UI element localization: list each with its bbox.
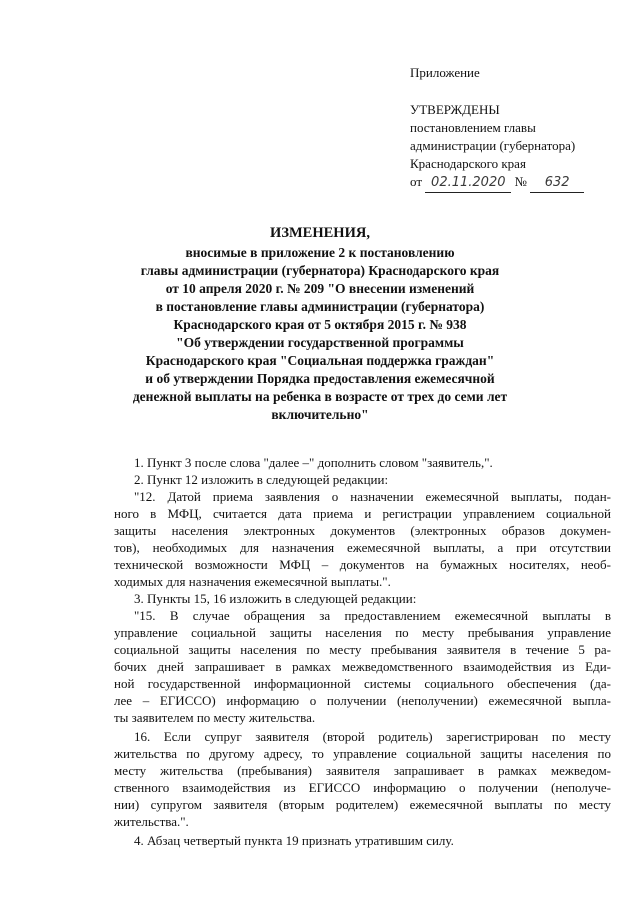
body-line: тов), необходимых для назначения ежемесячной выплаты, а при отсутствии	[114, 540, 611, 555]
number-sign: №	[514, 174, 527, 189]
approved-label: УТВЕРЖДЕНЫ	[410, 102, 500, 117]
approval-date-line	[410, 173, 630, 193]
body-line: "15. В случае обращения за предоставлением ежемесячной выплаты в	[134, 608, 611, 623]
body-line: защиты населения электронных документов (электронных образов докумен-	[114, 523, 611, 538]
body-line: лее – ЕГИССО) информацию о получении (неполучении) ежемесячной выпла-	[114, 693, 611, 708]
title-line: Краснодарского края от 5 октября 2015 г. № 938	[173, 317, 467, 332]
title-line: Краснодарского края "Социальная поддержка граждан"	[145, 353, 495, 368]
body-line: ного в МФЦ, считается дата приема и регистрации управлением социальной	[114, 506, 611, 521]
body-line: бочих дней запрашивает в рамках межведомственного взаимодействия из Еди-	[114, 659, 611, 674]
title-line: главы администрации (губернатора) Краснодарского края	[140, 263, 500, 278]
body-line: 3. Пункты 15, 16 изложить в следующей редакции:	[134, 591, 417, 606]
body-line: 16. Если супруг заявителя (второй родитель) зарегистрирован по месту	[134, 729, 611, 744]
body-line: "12. Датой приема заявления о назначении ежемесячной выплаты, подан-	[134, 489, 611, 504]
body-line: месту жительства (пребывания) заявителя запрашивает в рамках межведом-	[114, 763, 611, 778]
approval-line-3: Краснодарского края	[410, 156, 526, 171]
body-line: 1. Пункт 3 после слова "далее –" дополнить словом "заявитель,".	[134, 455, 493, 470]
body-line: жительства.".	[114, 814, 189, 829]
appendix-label: Приложение	[410, 65, 480, 80]
body-line: управление социальной защиты населения по месту пребывания управление	[114, 625, 611, 640]
approval-line-1: постановлением главы	[410, 120, 536, 135]
approval-line-2: администрации (губернатора)	[410, 138, 576, 153]
document-title	[110, 224, 530, 424]
body-line: ной государственной информационной системы социального обеспечения (да-	[114, 676, 611, 691]
title-line: включительно"	[271, 407, 369, 422]
body-line: 2. Пункт 12 изложить в следующей редакции:	[134, 472, 389, 487]
handwritten-number: 632	[530, 174, 584, 193]
approval-block	[410, 64, 630, 193]
body-line: жительства по другому адресу, то управление социальной защиты населения по	[114, 746, 611, 761]
title-heading: ИЗМЕНЕНИЯ,	[270, 225, 370, 241]
body-line: ственного взаимодействия из ЕГИССО информацию о получении (неполуче-	[114, 780, 611, 795]
body-line: ты заявителем по месту жительства.	[114, 710, 316, 725]
title-line: от 10 апреля 2020 г. № 209 "О внесении изменений	[165, 281, 475, 296]
body-line: социальной защиты населения по месту пребывания заявителя в течение 5 ра-	[114, 642, 611, 657]
date-prefix: от	[410, 174, 423, 189]
body-line: технической возможности МФЦ – документов на бумажных носителях, необ-	[114, 557, 611, 572]
handwritten-date: 02.11.2020	[425, 174, 511, 193]
title-line: в постановление главы администрации (губернатора)	[155, 299, 485, 314]
title-line: "Об утверждении государственной программы	[176, 335, 464, 350]
body-line: 4. Абзац четвертый пункта 19 признать утратившим силу.	[134, 833, 454, 848]
document-body	[114, 454, 611, 849]
title-line: и об утверждении Порядка предоставления ежемесячной	[145, 371, 495, 386]
body-line: нии) супругом заявителя (вторым родителем) ежемесячной выплаты по месту	[114, 797, 611, 812]
title-line: денежной выплаты на ребенка в возрасте от трех до семи лет	[132, 389, 508, 404]
body-line: ходимых для назначения ежемесячной выплаты.".	[114, 574, 391, 589]
title-line: вносимые в приложение 2 к постановлению	[185, 245, 455, 260]
